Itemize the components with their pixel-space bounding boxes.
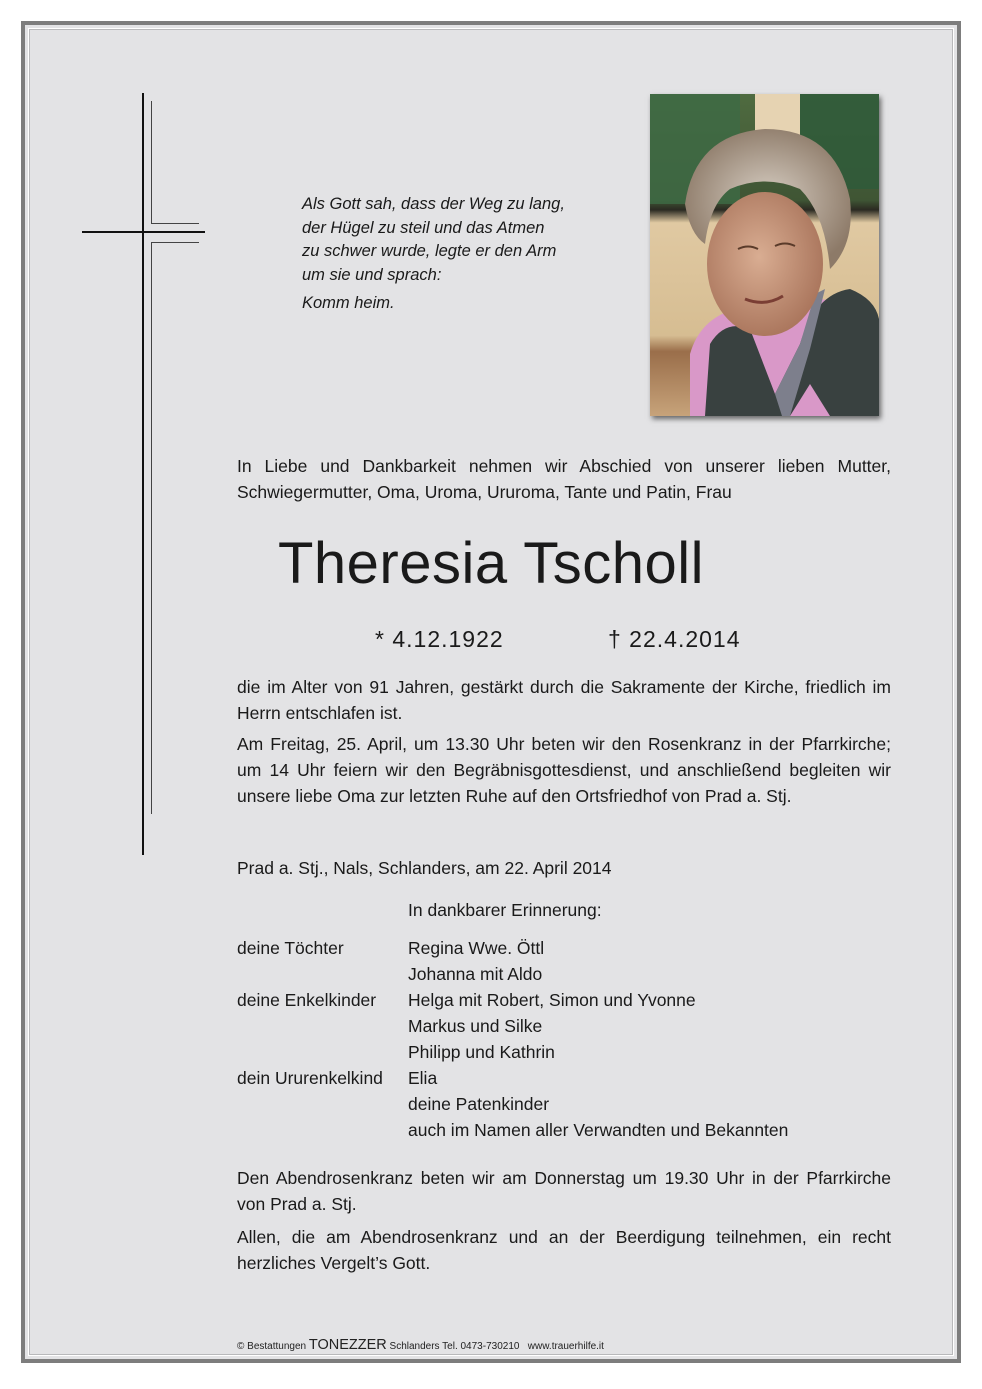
footer [237, 1338, 604, 1354]
poem [302, 193, 565, 316]
family-names: Regina Wwe. Öttl [408, 938, 545, 958]
family-names: Markus und Silke [408, 1016, 543, 1036]
family-names: Elia [408, 1068, 438, 1088]
funeral-details: Am Freitag, 25. April, um 13.30 Uhr beten wir den Rosenkranz in der Pfarrkirche; um 14 Uhr feiern wir den Begräbnisgottesdienst, und anschließend begleiten wir unsere liebe Oma zur letzten Ruhe auf den Ortsfriedhof von Prad a. Stj. [237, 734, 891, 806]
portrait-photo [650, 94, 879, 416]
footer-brand: TONEZZER [308, 1337, 387, 1353]
intro-text: In Liebe und Dankbarkeit nehmen wir Abschied von unserer lieben Mutter, Schwiegermutter, Oma, Uroma, Ururoma, Tante und Patin, Frau [237, 456, 891, 502]
relation [237, 1117, 408, 1143]
relation [237, 961, 408, 987]
thanks-text: Allen, die am Abendrosenkranz und an der Beerdigung teilnehmen, ein recht herzliches Vergelt’s Gott. [237, 1227, 891, 1273]
cross-shadow-line [151, 223, 199, 224]
footer-website[interactable]: www.trauerhilfe.it [527, 1341, 604, 1352]
family-names: auch im Namen aller Verwandten und Bekannten [408, 1120, 789, 1140]
passing-text: die im Alter von 91 Jahren, gestärkt durch die Sakramente der Kirche, friedlich im Herrn entschlafen ist. [237, 677, 891, 723]
deceased-name: Theresia Tscholl [277, 531, 704, 596]
relation: deine Enkelkinder [237, 990, 377, 1010]
footer-prefix: © Bestattungen [237, 1341, 307, 1352]
family-names: deine Patenkinder [408, 1094, 550, 1114]
family-row [237, 1117, 788, 1143]
family-names: Philipp und Kathrin [408, 1042, 555, 1062]
memory-heading: In dankbarer Erinnerung: [408, 900, 602, 920]
family-row [237, 961, 788, 987]
poem-line: um sie und sprach: [302, 265, 442, 284]
death-date: † 22.4.2014 [608, 626, 741, 652]
relation [237, 1039, 408, 1065]
family-row [237, 987, 788, 1013]
family-row [237, 1039, 788, 1065]
family-row [237, 1013, 788, 1039]
relation: deine Töchter [237, 938, 344, 958]
poem-closing: Komm heim. [302, 294, 395, 312]
footer-contact: Schlanders Tel. 0473-730210 [389, 1341, 520, 1352]
poem-line: der Hügel zu steil und das Atmen [302, 218, 545, 237]
relation [237, 1091, 408, 1117]
family-row [237, 1091, 788, 1117]
poem-line: Als Gott sah, dass der Weg zu lang, [302, 195, 565, 213]
family-names: Johanna mit Aldo [408, 964, 543, 984]
birth-date: * 4.12.1922 [375, 626, 504, 652]
cross-shadow-line [151, 101, 152, 224]
rosary-notice: Den Abendrosenkranz beten wir am Donnerstag um 19.30 Uhr in der Pfarrkirche von Prad a. Stj. [237, 1168, 891, 1214]
poem-line: zu schwer wurde, legte er den Arm [302, 242, 557, 260]
relation: dein Ururenkelkind [237, 1068, 383, 1088]
cross-vertical-beam [142, 93, 144, 855]
family-row [237, 1065, 788, 1091]
cross-horizontal-beam [82, 231, 205, 233]
place-date: Prad a. Stj., Nals, Schlanders, am 22. April 2014 [237, 858, 612, 878]
relation [237, 1013, 408, 1039]
family-list [237, 935, 788, 1143]
family-names: Helga mit Robert, Simon und Yvonne [408, 990, 696, 1010]
cross-shadow-line [151, 242, 199, 243]
family-row [237, 935, 788, 961]
